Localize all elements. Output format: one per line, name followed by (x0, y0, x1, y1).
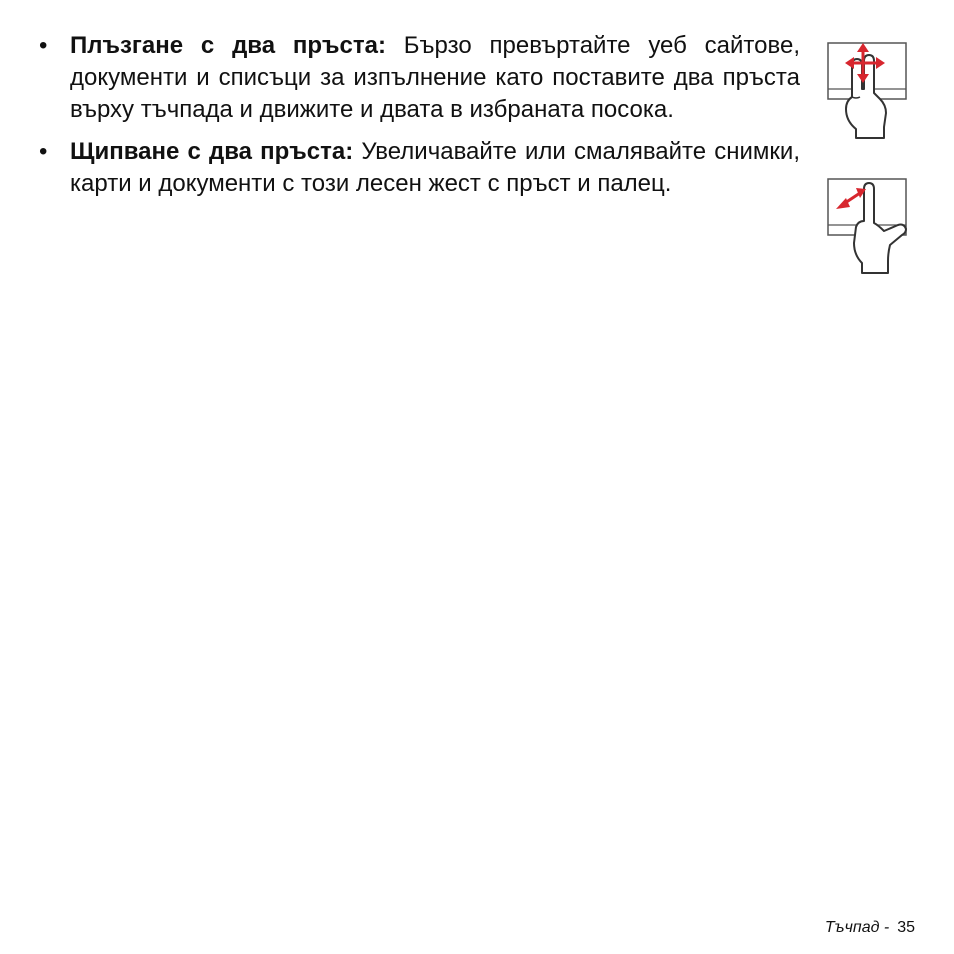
list-item-two-finger-slide (36, 30, 800, 126)
footer-section-title: Тъчпад - (824, 919, 890, 936)
bullet: • (39, 138, 48, 165)
gesture-paragraph (70, 30, 800, 126)
bullet: • (39, 32, 48, 59)
gesture-description: Увеличавайте или смалявайте снимки, карти и документи с този лесен жест с пръст и палец. (70, 138, 800, 197)
gesture-term: Щипване с два пръста: (70, 138, 354, 165)
list-item-two-finger-pinch (36, 136, 800, 200)
gesture-term: Плъзгане с два пръста: (70, 32, 386, 59)
two-finger-slide-icon (826, 41, 910, 141)
two-finger-pinch-icon (826, 177, 910, 277)
gesture-list (36, 30, 800, 210)
page-number: 35 (897, 919, 915, 936)
page-footer (825, 918, 915, 938)
gesture-paragraph (70, 136, 800, 200)
gesture-description: Бързо превъртайте уеб сайтове, документи и списъци за изпълнение като поставите два пръста върху тъчпада и движите и двата в избраната посока. (70, 32, 800, 123)
